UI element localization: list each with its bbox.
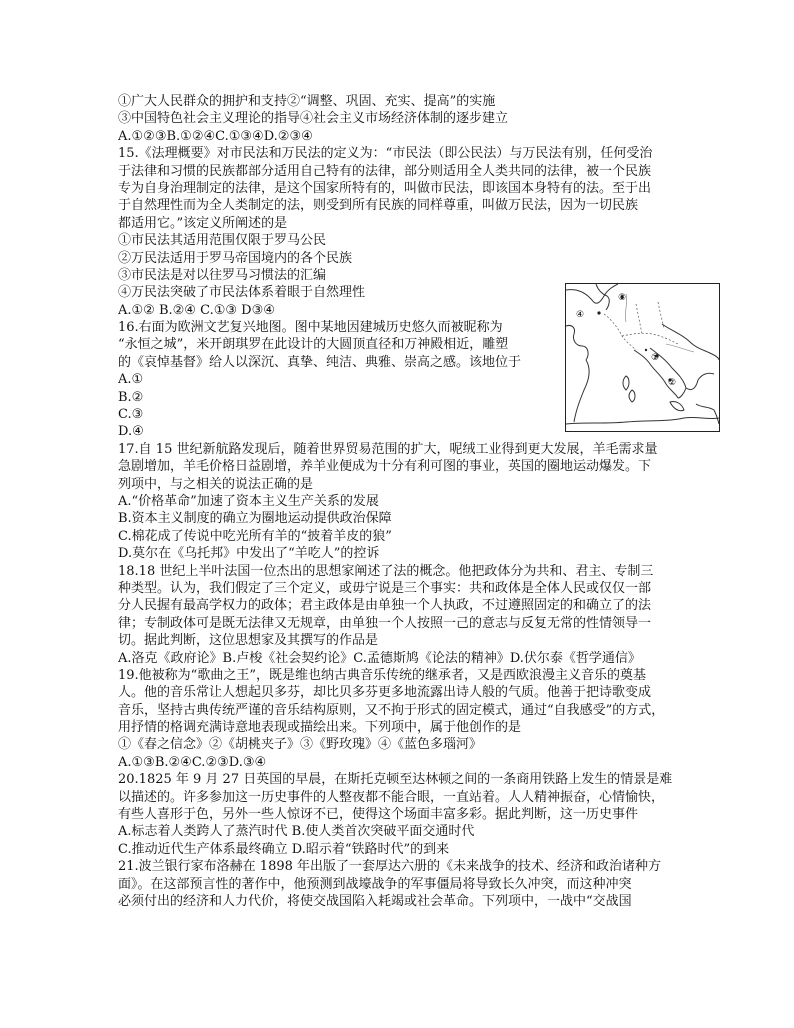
text-line: 用抒情的格调充满诗意地表现或描绘出来。下列项中，属于他创作的是 [118,720,522,736]
text-line: 20.1825 年 9 月 27 日英国的早晨，在斯托克顿至达林顿之间的一条商用铁路上发生的情景是难 [118,772,673,788]
text-line: D.莫尔在《乌托邦》中发出了“羊吃人”的控诉 [118,546,380,562]
text-line: 急剧增加，羊毛价格日益剧增，养羊业便成为十分有利可图的事业，英国的圈地运动爆发。下 [118,459,652,475]
text-line: 以描述的。许多参加这一历史事件的人整夜都不能合眼，一直站着。人人精神振奋，心情愉快， [118,789,665,805]
text-line: A.标志着人类跨人了蒸汽时代 B.使人类首次突破平面交通时代 [118,824,475,840]
text-line: A.①②③B.①②④C.①③④D.②③④ [118,128,313,144]
text-line: 的《哀悼基督》给人以深沉、真挚、纯洁、典雅、崇高之感。该地位于 [118,354,522,370]
text-line: 于法律和习惯的民族都部分适用自己特有的法律，部分则适用全人类共同的法律，被一个民族 [118,163,652,179]
text-line: A.① [118,372,144,388]
map-marker-3: ③ [618,293,627,303]
text-line: 专为自身治理制定的法律，是这个国家所特有的，叫做市民法，即该国本身特有的法。至于出 [118,180,652,196]
text-line: 必须付出的经济和人力代价，将使交战国陷入耗竭或社会革命。下列项中，一战中“交战国 [118,893,632,909]
text-line: 有些人喜形于色，另外一些人惊讶不已，使得这个场面丰富多彩。据此判断，这一历史事件 [118,807,639,823]
text-line: 都适用它。”该定义所阐述的是 [118,215,288,231]
text-line: 音乐，坚持古典传统严谨的音乐结构原则，又不拘于形式的固定模式，通过“自我感受”的方式， [118,702,665,718]
text-line: C.③ [118,407,144,423]
text-line: A.①③B.②④C.②③D.③④ [118,754,267,770]
text-line: ①市民法其适用范围仅限于罗马公民 [118,233,327,249]
text-line: B.② [118,389,144,405]
text-line: 列项中，与之相关的说法正确的是 [118,476,314,492]
renaissance-europe-map [565,283,720,432]
map-drawing [566,284,719,431]
text-line: ③中国特色社会主义理论的指导④社会主义市场经济体制的逐步建立 [118,111,509,127]
text-line: ②万民法适用于罗马帝国境内的各个民族 [118,250,353,266]
text-line: 律；专制政体可是既无法律又无规章，由单独一个人按照一己的意志与反复无常的性情领导一 [118,615,652,631]
text-line: 19.他被称为“歌曲之王”，既是维也纳古典音乐传统的继承者，又是西欧浪漫主义音乐的奠基 [118,667,646,683]
text-line: 16.右面为欧洲文艺复兴地图。图中某地因建城历史悠久而被昵称为 [118,320,503,336]
document-page [118,93,678,910]
text-line: A.①② B.②④ C.①③ D③④ [118,302,275,318]
text-line: 18.18 世纪上半叶法国一位杰出的思想家阐述了法的概念。他把政体分为共和、君主、专制三 [118,563,654,579]
text-line: A.洛克《政府论》B.卢梭《社会契约论》C.孟德斯鸠《论法的精神》D.伏尔泰《哲学通信》 [118,650,641,666]
text-line: B.资本主义制度的确立为圈地运动提供政治保障 [118,511,392,527]
text-line: ①《春之信念》②《胡桃夹子》③《野玫瑰》④《蓝色多瑙河》 [118,737,483,753]
text-line: 21.波兰银行家布洛赫在 1898 年出版了一套厚达六册的《未来战争的技术、经济和政治诸种方 [118,859,662,875]
text-line: 人。他的音乐常让人想起贝多芬，却比贝多芬更多地流露出诗人般的气质。他善于把诗歌变成 [118,685,652,701]
text-line: 面》。在这部预言性的著作中，他预测到战壕战争的军事僵局将导致长久冲突，而这种冲突 [118,876,632,892]
text-line: 17.自 15 世纪新航路发现后，随着世界贸易范围的扩大，呢绒工业得到更大发展，羊毛需求量 [118,441,658,457]
text-line: ①广大人民群众的拥护和支持②“调整、巩固、充实、提高”的实施 [118,94,496,109]
text-line: 切。据此判断，这位思想家及其撰写的作品是 [118,633,379,649]
map-marker-4: ④ [576,310,585,320]
text-line: C.推动近代生产体系最终确立 D.昭示着“铁路时代”的到来 [118,841,450,857]
text-line: A.“价格革命”加速了资本主义生产关系的发展 [118,493,379,509]
text-line: 种类型。认为，我们假定了三个定义，或毋宁说是三个事实：共和政体是全体人民或仅仅一部 [118,580,652,596]
map-marker-1: ① [651,353,660,363]
text-line: 分人民握有最高学权力的政体；君主政体是由单独一个人执政，不过遵照固定的和确立了的法 [118,598,652,614]
text-line: ④万民法突破了市民法体系着眼于自然理性 [118,285,366,301]
text-line: 于自然理性而为全人类制定的法，则受到所有民族的同样尊重，叫做万民法，因为一切民族 [118,198,639,214]
text-line: C.棉花成了传说中吃光所有羊的“披着羊皮的狼” [118,528,392,544]
map-marker-2: ② [668,378,677,388]
text-line: 15.《法理概要》对市民法和万民法的定义为：“市民法（即公民法）与万民法有别，任何受治 [118,146,653,162]
text-line: ③市民法是对以往罗马习惯法的汇编 [118,267,327,283]
text-line: “永恒之城”，米开朗琪罗在此设计的大圆顶直径和万神殿相近，雕塑 [118,337,509,353]
text-line: D.④ [118,424,144,440]
